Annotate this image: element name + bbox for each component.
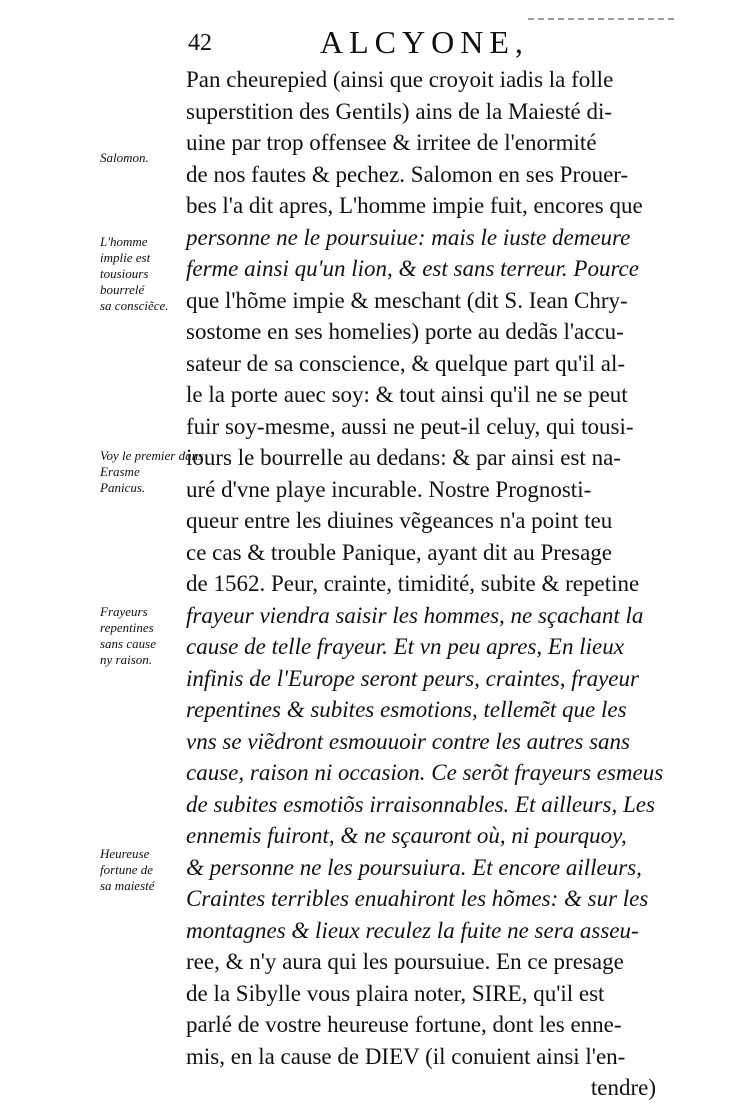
text-line: de nos fautes & pechez. Salomon en ses Prouer-	[186, 161, 629, 187]
margin-note-line: Frayeurs	[100, 604, 148, 619]
text-line: ce cas & trouble Panique, ayant dit au Presage	[186, 539, 612, 565]
top-rule	[528, 18, 678, 20]
margin-note-line: sans cause	[100, 636, 156, 651]
margin-note-erasme	[100, 448, 204, 496]
text-line: montagnes & lieux reculez la fuite ne sera asseu-	[186, 917, 639, 943]
margin-note-line: bourrelé	[100, 282, 145, 297]
text-line: iours le bourrelle au dedans: & par ainsi est na-	[186, 445, 621, 470]
margin-note-homme-impie	[100, 234, 184, 314]
text-line: de 1562. Peur, crainte, timidité, subite & repetine	[186, 571, 640, 596]
body-text	[186, 64, 676, 1104]
margin-note-salomon	[100, 150, 184, 166]
text-line: ree, & n'y aura qui les poursuiue. En ce presage	[186, 949, 624, 974]
margin-note-line: fortune de	[100, 862, 154, 877]
margin-note-line: Heureuse	[100, 846, 150, 861]
text-line: fuir soy-mesme, aussi ne peut-il celuy, qui tousi-	[186, 413, 634, 439]
text-line: de subites esmotiõs irraisonnables. Et ailleurs, Les	[186, 791, 655, 817]
text-line: & personne ne les poursuiura. Et encore ailleurs,	[186, 854, 642, 880]
text-line: Craintes terribles enuahiront les hõmes: & sur les	[186, 886, 649, 911]
margin-note-line: implie est	[100, 250, 151, 265]
text-line: sostome en ses homelies) porte au dedãs l'accu-	[186, 319, 624, 344]
text-line: personne ne le poursuiue: mais le iuste demeure	[186, 224, 631, 250]
margin-note-line: ny raison.	[100, 652, 152, 667]
running-head	[150, 24, 570, 60]
text-line: cause, raison ni occasion. Ce serõt frayeurs esmeus	[186, 760, 664, 785]
page-number: 42	[188, 30, 212, 56]
text-line: sateur de sa conscience, & quelque part qu'il al-	[186, 350, 626, 376]
margin-note-line: sa maiesté	[100, 878, 155, 893]
text-line: ferme ainsi qu'un lion, & est sans terreur. Pource	[186, 256, 639, 281]
text-line: ennemis fuiront, & ne sçauront où, ni pourquoy,	[186, 823, 627, 848]
text-line: repentines & subites esmotions, tellemẽt que les	[186, 697, 627, 722]
margin-note-frayeurs	[100, 604, 184, 668]
text-line: Pan cheurepied (ainsi que croyoit iadis la folle	[186, 67, 614, 92]
margin-note-line: sa consciẽce.	[100, 298, 169, 313]
margin-note-line: Erasme	[100, 464, 140, 479]
text-line: de la Sibylle vous plaira noter, SIRE, qu'il est	[186, 980, 605, 1006]
text-line: uré d'vne playe incurable. Nostre Prognosti-	[186, 476, 592, 502]
text-line: frayeur viendra saisir les hommes, ne sçachant la	[186, 602, 644, 628]
margin-note-line: Panicus.	[100, 480, 146, 495]
text-line: superstition des Gentils) ains de la Maiesté di-	[186, 98, 613, 124]
margin-note-heureuse-fortune	[100, 846, 184, 894]
margin-note-line: tousiours	[100, 266, 149, 281]
text-line: que l'hõme impie & meschant (dit S. Iean Chry-	[186, 287, 628, 313]
text-line: le la porte auec soy: & tout ainsi qu'il ne se peut	[186, 382, 628, 407]
book-title: ALCYONE,	[320, 24, 529, 60]
text-line: mis, en la cause de DIEV (il conuient ainsi l'en-	[186, 1043, 626, 1069]
text-line: infinis de l'Europe seront peurs, craintes, frayeur	[186, 665, 639, 691]
margin-note-line: repentines	[100, 620, 154, 635]
margin-note-line: L'homme	[100, 234, 148, 249]
text-line: tendre)	[590, 1075, 656, 1100]
text-line: queur entre les diuines vẽgeances n'a point teu	[186, 508, 613, 533]
text-line: parlé de vostre heureuse fortune, dont les enne-	[186, 1012, 622, 1037]
margin-note-line: Salomon.	[100, 150, 149, 165]
text-line: uine par trop offensee & irritee de l'enormité	[186, 130, 597, 155]
text-line: bes l'a dit apres, L'homme impie fuit, encores que	[186, 193, 643, 218]
text-line: cause de telle frayeur. Et vn peu apres, En lieux	[186, 634, 624, 659]
text-line: vns se viẽdront esmouuoir contre les autres sans	[186, 728, 630, 754]
margin-note-line: Voy le premier dans	[100, 448, 204, 463]
